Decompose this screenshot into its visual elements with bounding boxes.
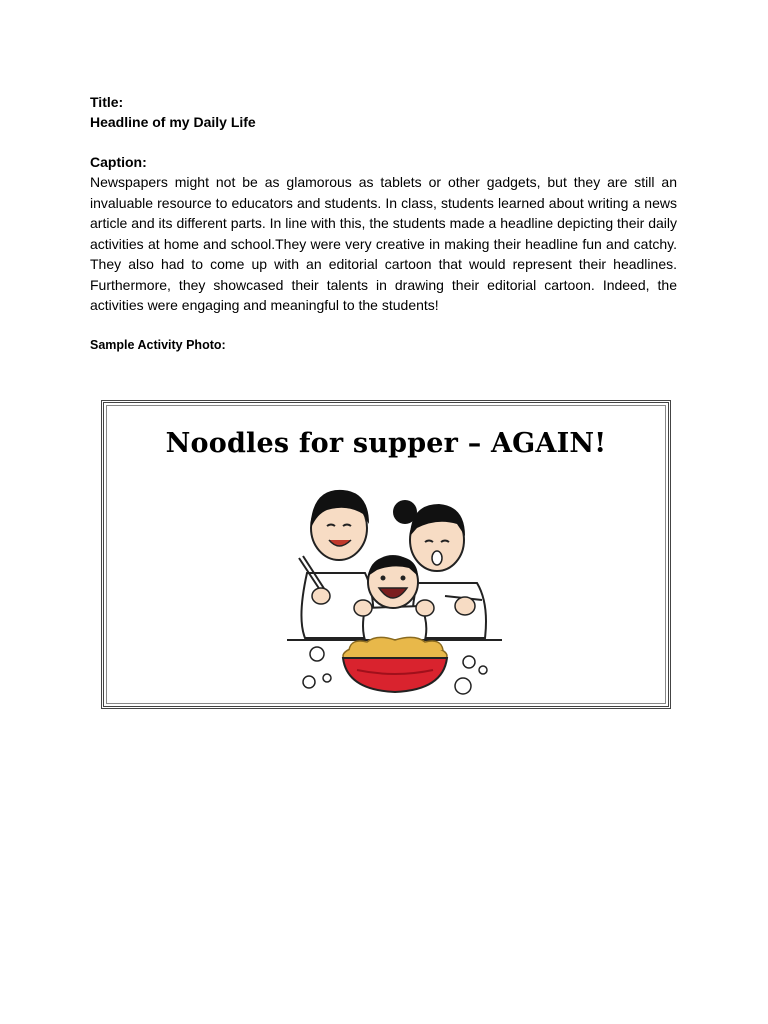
sample-activity-photo <box>101 400 671 709</box>
family-eating-noodles-illustration <box>277 478 507 703</box>
sample-activity-label: Sample Activity Photo: <box>90 337 226 352</box>
title-value: Headline of my Daily Life <box>90 114 256 130</box>
document-body <box>90 92 677 352</box>
title-label: Title: <box>90 94 124 110</box>
noodle-bowl <box>343 637 447 692</box>
caption-label: Caption: <box>90 154 147 170</box>
caption-text: Newspapers might not be as glamorous as tablets or other gadgets, but they are still an invaluable resource to educators and students. In class, students learned about writing a news article and its different parts. In line with this, the students made a headline depicting their daily activities at home and school.They were very creative in making their headline fun and catchy. They also had to come up with an editorial cartoon that would represent their headlines. Furthermore, they showcased their talents in drawing their editorial cartoon. Indeed, the activities were engaging and meaningful to the students! <box>90 174 677 313</box>
cartoon-headline: Noodles for supper – AGAIN! <box>165 428 607 459</box>
